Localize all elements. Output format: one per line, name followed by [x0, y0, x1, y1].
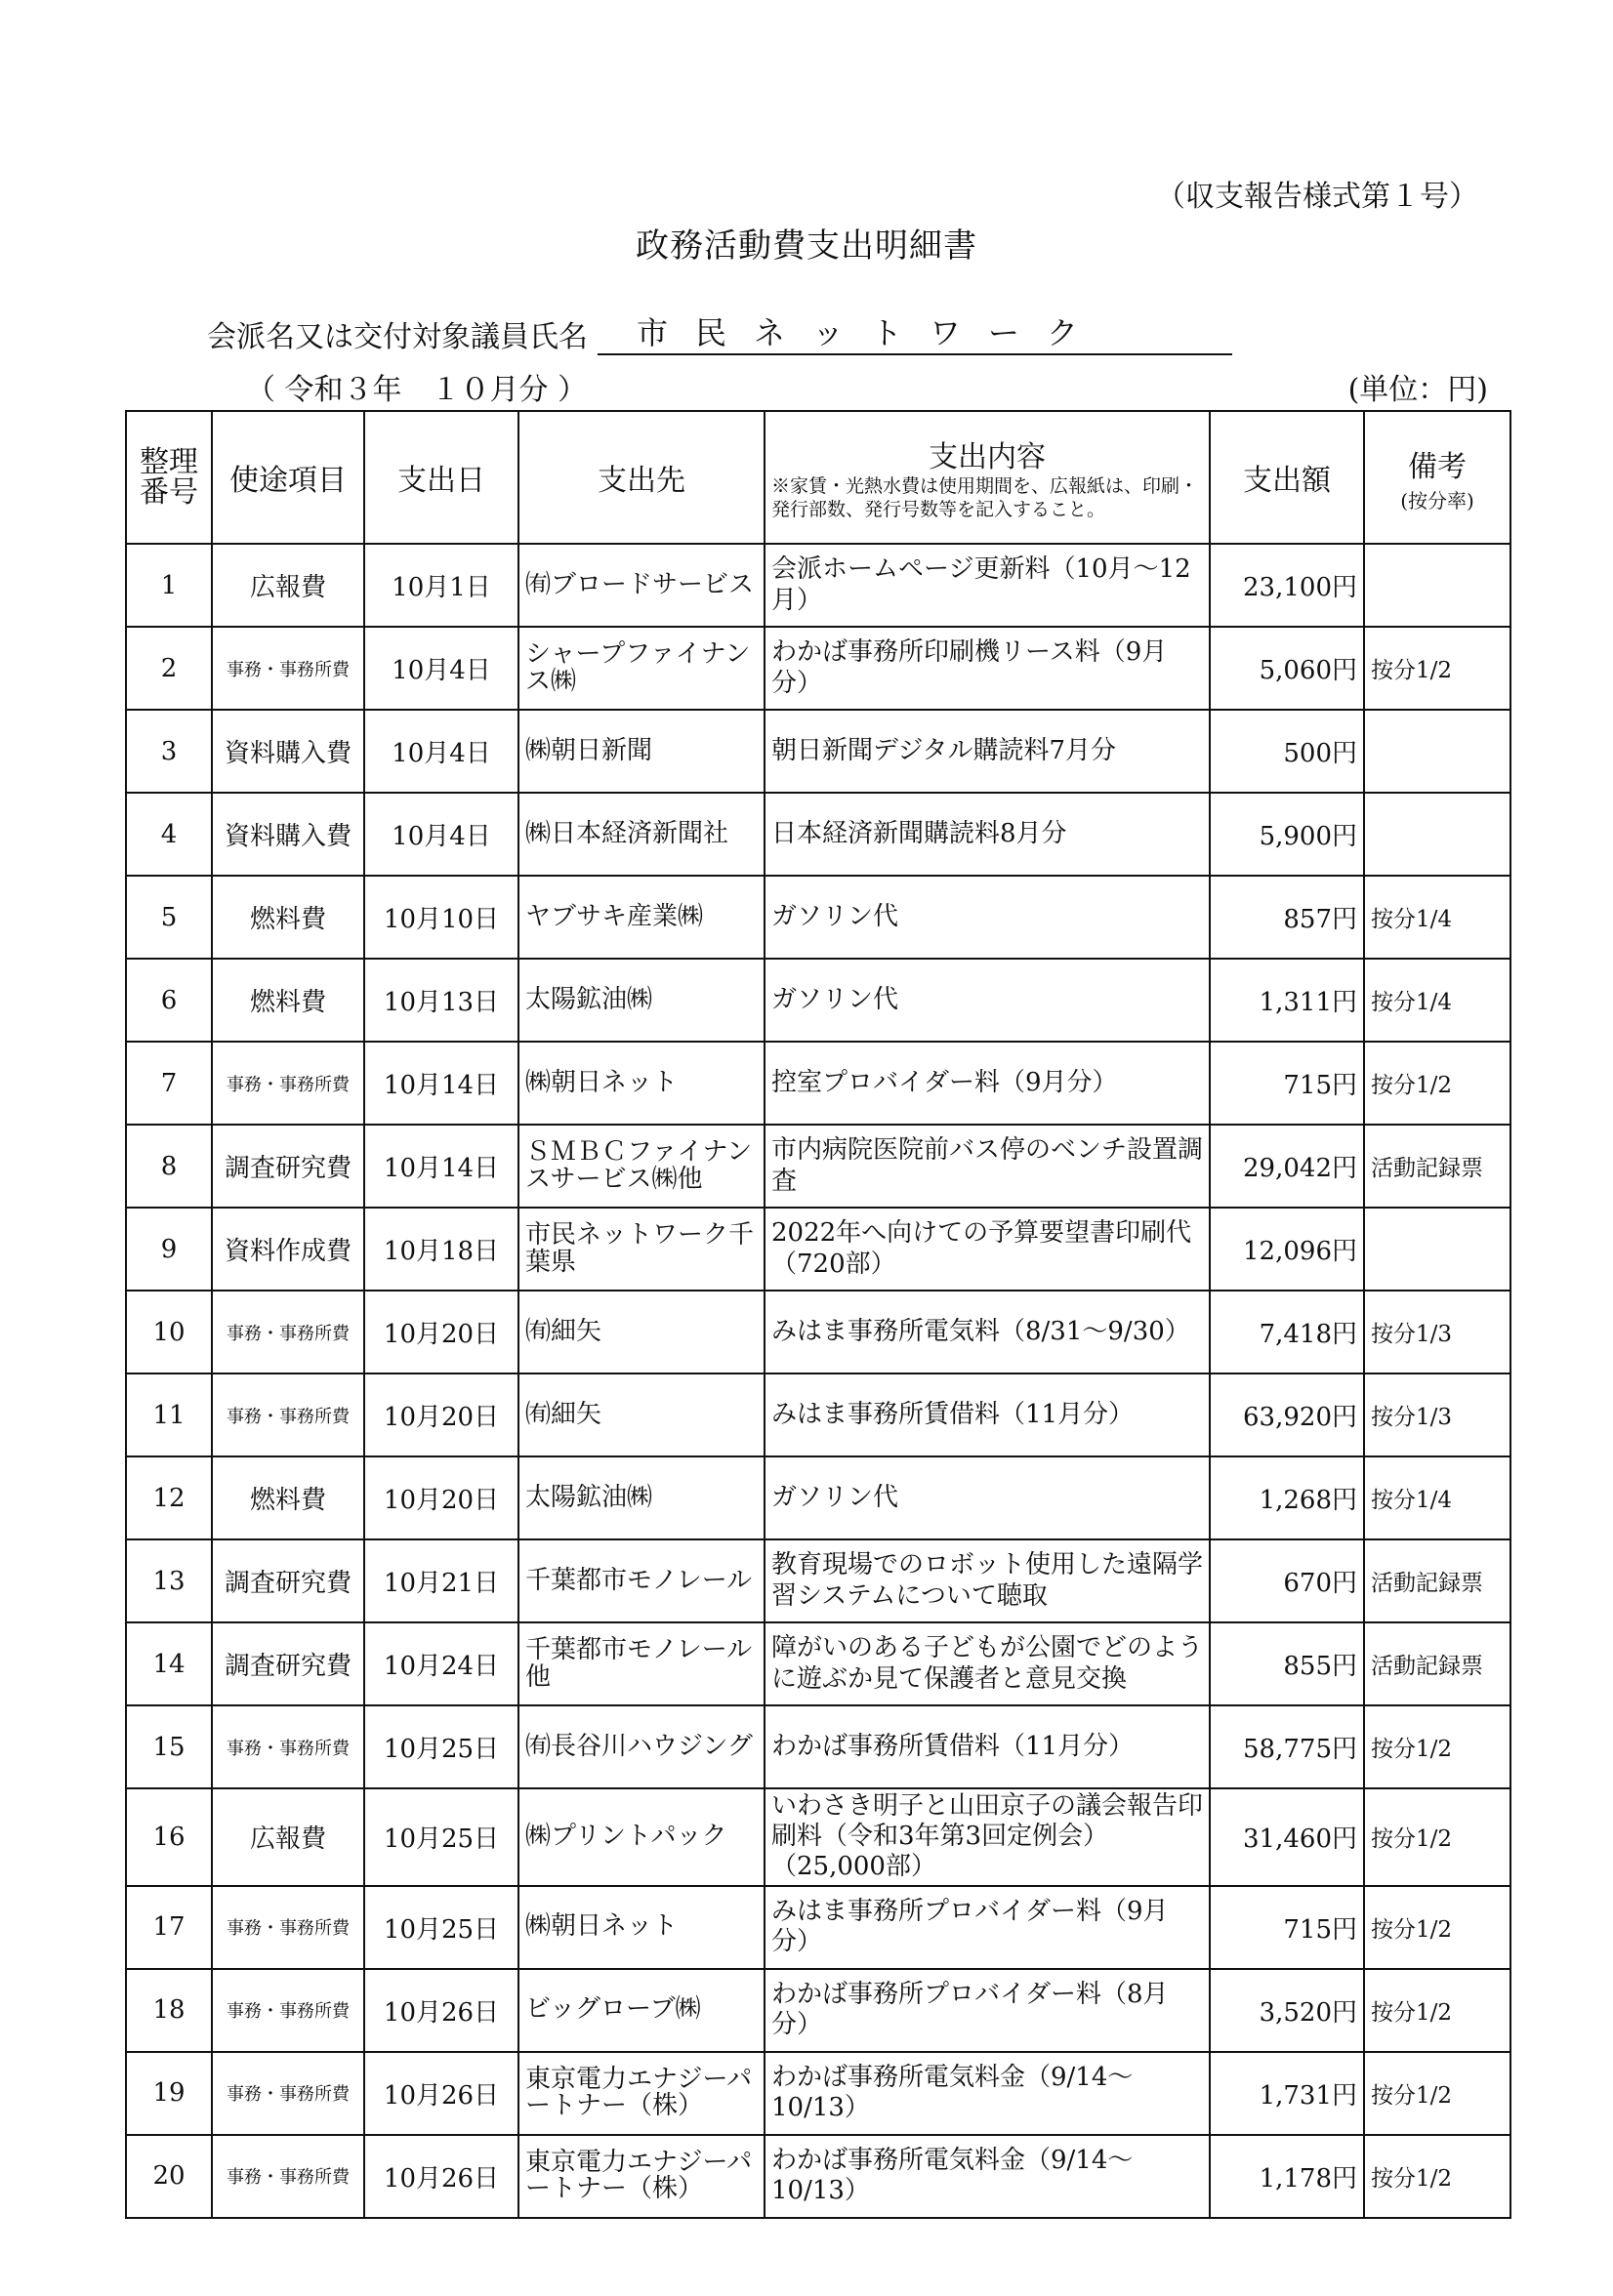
row-note: 活動記録票: [1364, 1539, 1510, 1622]
row-no: 17: [126, 1886, 212, 1969]
header-content-note: ※家賃・光熱水費は使用期間を、広報紙は、印刷・発行部数、発行号数等を記入すること。: [771, 475, 1199, 520]
row-no: 19: [126, 2052, 212, 2135]
row-content: みはま事務所電気料（8/31～9/30）: [765, 1291, 1210, 1374]
row-content: みはま事務所賃借料（11月分）: [765, 1374, 1210, 1456]
table-row: [126, 1374, 1510, 1456]
row-content: 市内病院医院前バス停のベンチ設置調査: [765, 1125, 1210, 1208]
row-no: 9: [126, 1208, 212, 1291]
row-date: 10月13日: [364, 959, 518, 1042]
unit-label: (単位：円): [1347, 373, 1488, 407]
row-category: 事務・事務所費: [212, 1705, 364, 1788]
row-amount: 3,520円: [1210, 1969, 1364, 2052]
row-content: 会派ホームページ更新料（10月～12月）: [765, 544, 1210, 627]
row-category: 調査研究費: [212, 1125, 364, 1208]
row-note: 按分1/2: [1364, 1788, 1510, 1886]
header-payee: 支出先: [518, 411, 765, 544]
header-remarks: 備考 (按分率): [1364, 411, 1510, 544]
row-note: 活動記録票: [1364, 1125, 1510, 1208]
row-amount: 715円: [1210, 1042, 1364, 1125]
row-amount: 7,418円: [1210, 1291, 1364, 1374]
row-note: 按分1/2: [1364, 2135, 1510, 2218]
row-date: 10月26日: [364, 1969, 518, 2052]
table-row: [126, 1125, 1510, 1208]
row-category: 調査研究費: [212, 1622, 364, 1705]
row-content: わかば事務所賃借料（11月分）: [765, 1705, 1210, 1788]
row-category: 事務・事務所費: [212, 627, 364, 710]
row-amount: 12,096円: [1210, 1208, 1364, 1291]
party-row: [207, 308, 1232, 355]
header-content: [765, 411, 1210, 544]
row-date: 10月26日: [364, 2052, 518, 2135]
table-header-row: [126, 411, 1510, 544]
row-category: 事務・事務所費: [212, 1374, 364, 1456]
row-date: 10月20日: [364, 1374, 518, 1456]
row-note: 按分1/3: [1364, 1291, 1510, 1374]
table-row: [126, 2052, 1510, 2135]
row-amount: 715円: [1210, 1886, 1364, 1969]
row-no: 20: [126, 2135, 212, 2218]
row-no: 1: [126, 544, 212, 627]
row-amount: 23,100円: [1210, 544, 1364, 627]
row-date: 10月4日: [364, 793, 518, 876]
row-content: ガソリン代: [765, 1456, 1210, 1539]
row-date: 10月1日: [364, 544, 518, 627]
row-date: 10月14日: [364, 1125, 518, 1208]
table-row: [126, 627, 1510, 710]
row-note: 按分1/3: [1364, 1374, 1510, 1456]
row-amount: 5,060円: [1210, 627, 1364, 710]
row-date: 10月10日: [364, 876, 518, 959]
row-content: ガソリン代: [765, 876, 1210, 959]
table-row: [126, 959, 1510, 1042]
row-note: 活動記録票: [1364, 1622, 1510, 1705]
row-payee: ㈲細矢: [518, 1374, 765, 1456]
row-amount: 1,311円: [1210, 959, 1364, 1042]
row-note: 按分1/2: [1364, 1886, 1510, 1969]
row-category: 事務・事務所費: [212, 2052, 364, 2135]
row-no: 14: [126, 1622, 212, 1705]
row-amount: 29,042円: [1210, 1125, 1364, 1208]
row-category: 調査研究費: [212, 1539, 364, 1622]
row-content: 朝日新聞デジタル購読料7月分: [765, 710, 1210, 793]
row-payee: シャープファイナンス㈱: [518, 627, 765, 710]
row-no: 2: [126, 627, 212, 710]
row-date: 10月4日: [364, 627, 518, 710]
row-category: 燃料費: [212, 876, 364, 959]
row-no: 6: [126, 959, 212, 1042]
row-payee: ＳＭＢＣファイナンスサービス㈱他: [518, 1125, 765, 1208]
table-row: [126, 1042, 1510, 1125]
row-no: 12: [126, 1456, 212, 1539]
row-content: わかば事務所プロバイダー料（8月分）: [765, 1969, 1210, 2052]
row-no: 4: [126, 793, 212, 876]
row-note: 按分1/2: [1364, 1042, 1510, 1125]
row-amount: 1,268円: [1210, 1456, 1364, 1539]
row-payee: 市民ネットワーク千葉県: [518, 1208, 765, 1291]
row-payee: ㈲細矢: [518, 1291, 765, 1374]
header-no: 整理 番号: [126, 411, 212, 544]
row-date: 10月20日: [364, 1456, 518, 1539]
row-payee: 千葉都市モノレール: [518, 1539, 765, 1622]
row-note: [1364, 1208, 1510, 1291]
row-no: 15: [126, 1705, 212, 1788]
row-payee: 千葉都市モノレール他: [518, 1622, 765, 1705]
row-content: わかば事務所電気料金（9/14～10/13）: [765, 2135, 1210, 2218]
row-amount: 857円: [1210, 876, 1364, 959]
row-category: 燃料費: [212, 1456, 364, 1539]
row-amount: 1,731円: [1210, 2052, 1364, 2135]
row-date: 10月24日: [364, 1622, 518, 1705]
row-date: 10月20日: [364, 1291, 518, 1374]
header-date: 支出日: [364, 411, 518, 544]
row-category: 事務・事務所費: [212, 1042, 364, 1125]
row-category: 資料購入費: [212, 710, 364, 793]
table-row: [126, 1886, 1510, 1969]
row-content: わかば事務所電気料金（9/14～10/13）: [765, 2052, 1210, 2135]
table-row: [126, 1539, 1510, 1622]
report-period: （ 令和３年 １０月分 ）: [246, 373, 588, 407]
row-note: 按分1/4: [1364, 1456, 1510, 1539]
row-no: 16: [126, 1788, 212, 1886]
row-date: 10月25日: [364, 1886, 518, 1969]
row-content: 障がいのある子どもが公園でどのように遊ぶか見て保護者と意見交換: [765, 1622, 1210, 1705]
row-category: 広報費: [212, 1788, 364, 1886]
row-content: 控室プロバイダー料（9月分）: [765, 1042, 1210, 1125]
table-row: [126, 1705, 1510, 1788]
row-date: 10月14日: [364, 1042, 518, 1125]
expense-table: [125, 410, 1511, 2219]
row-amount: 1,178円: [1210, 2135, 1364, 2218]
table-row: [126, 710, 1510, 793]
table-row: [126, 544, 1510, 627]
row-category: 事務・事務所費: [212, 1886, 364, 1969]
row-content: ガソリン代: [765, 959, 1210, 1042]
row-date: 10月26日: [364, 2135, 518, 2218]
row-payee: ビッグローブ㈱: [518, 1969, 765, 2052]
row-note: 按分1/4: [1364, 876, 1510, 959]
header-amount: 支出額: [1210, 411, 1364, 544]
table-row: [126, 1969, 1510, 2052]
header-content-label: 支出内容: [929, 440, 1046, 475]
table-row: [126, 1208, 1510, 1291]
party-label: 会派名又は交付対象議員氏名: [207, 320, 588, 354]
table-row: [126, 2135, 1510, 2218]
row-payee: ㈱朝日新聞: [518, 710, 765, 793]
row-content: わかば事務所印刷機リース料（9月分）: [765, 627, 1210, 710]
row-category: 広報費: [212, 544, 364, 627]
row-date: 10月4日: [364, 710, 518, 793]
row-note: 按分1/2: [1364, 627, 1510, 710]
row-payee: ㈲ブロードサービス: [518, 544, 765, 627]
row-category: 事務・事務所費: [212, 1291, 364, 1374]
table-row: [126, 1456, 1510, 1539]
row-content: みはま事務所プロバイダー料（9月分）: [765, 1886, 1210, 1969]
party-name: 市民ネットワーク: [598, 308, 1232, 355]
header-remarks-sub: (按分率): [1400, 488, 1474, 512]
row-payee: 太陽鉱油㈱: [518, 1456, 765, 1539]
row-no: 18: [126, 1969, 212, 2052]
row-no: 8: [126, 1125, 212, 1208]
row-no: 3: [126, 710, 212, 793]
row-payee: ㈱朝日ネット: [518, 1886, 765, 1969]
row-note: 按分1/2: [1364, 1969, 1510, 2052]
row-date: 10月18日: [364, 1208, 518, 1291]
row-payee: 東京電力エナジーパートナー（株）: [518, 2052, 765, 2135]
row-payee: ㈲長谷川ハウジング: [518, 1705, 765, 1788]
row-no: 7: [126, 1042, 212, 1125]
row-payee: 東京電力エナジーパートナー（株）: [518, 2135, 765, 2218]
row-content: いわさき明子と山田京子の議会報告印刷料（令和3年第3回定例会）（25,000部）: [765, 1788, 1210, 1886]
row-note: [1364, 793, 1510, 876]
row-content: 2022年へ向けての予算要望書印刷代（720部）: [765, 1208, 1210, 1291]
row-amount: 63,920円: [1210, 1374, 1364, 1456]
row-date: 10月25日: [364, 1705, 518, 1788]
row-content: 日本経済新聞購読料8月分: [765, 793, 1210, 876]
row-amount: 500円: [1210, 710, 1364, 793]
row-note: [1364, 544, 1510, 627]
row-payee: ヤブサキ産業㈱: [518, 876, 765, 959]
table-row: [126, 1788, 1510, 1886]
row-payee: 太陽鉱油㈱: [518, 959, 765, 1042]
row-category: 資料作成費: [212, 1208, 364, 1291]
row-payee: ㈱プリントパック: [518, 1788, 765, 1886]
row-content: 教育現場でのロボット使用した遠隔学習システムについて聴取: [765, 1539, 1210, 1622]
row-no: 11: [126, 1374, 212, 1456]
row-note: [1364, 710, 1510, 793]
header-category: 使途項目: [212, 411, 364, 544]
table-row: [126, 1622, 1510, 1705]
row-no: 10: [126, 1291, 212, 1374]
table-row: [126, 876, 1510, 959]
form-number: （収支報告様式第１号）: [1156, 180, 1478, 214]
row-payee: ㈱朝日ネット: [518, 1042, 765, 1125]
table-row: [126, 1291, 1510, 1374]
row-no: 13: [126, 1539, 212, 1622]
table-row: [126, 793, 1510, 876]
row-amount: 670円: [1210, 1539, 1364, 1622]
row-category: 事務・事務所費: [212, 2135, 364, 2218]
row-category: 資料購入費: [212, 793, 364, 876]
row-amount: 58,775円: [1210, 1705, 1364, 1788]
row-date: 10月21日: [364, 1539, 518, 1622]
row-date: 10月25日: [364, 1788, 518, 1886]
row-amount: 5,900円: [1210, 793, 1364, 876]
row-note: 按分1/2: [1364, 2052, 1510, 2135]
row-note: 按分1/4: [1364, 959, 1510, 1042]
row-no: 5: [126, 876, 212, 959]
page-title: 政務活動費支出明細書: [636, 226, 977, 266]
row-category: 事務・事務所費: [212, 1969, 364, 2052]
row-note: 按分1/2: [1364, 1705, 1510, 1788]
row-payee: ㈱日本経済新聞社: [518, 793, 765, 876]
row-category: 燃料費: [212, 959, 364, 1042]
row-amount: 855円: [1210, 1622, 1364, 1705]
row-amount: 31,460円: [1210, 1788, 1364, 1886]
